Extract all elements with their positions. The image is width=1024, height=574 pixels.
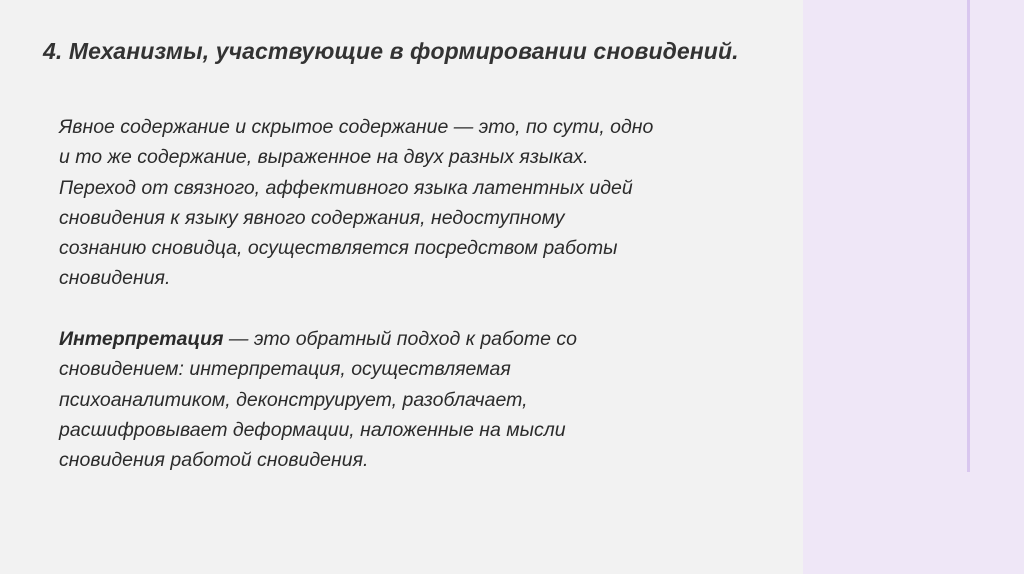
text-line: Явное содержание и скрытое содержание — это, по сути, одно xyxy=(59,116,654,138)
definition-start: — это обратный подход к работе со xyxy=(223,328,577,351)
text-line: сновидением: интерпретация, осуществляемая xyxy=(59,358,511,381)
side-decorative-line xyxy=(967,0,970,472)
term-interpretation: Интерпретация xyxy=(59,328,224,351)
text-line xyxy=(59,324,794,354)
text-line: Переход от связного, аффективного языка латентных идей xyxy=(59,176,633,199)
text-line: психоаналитиком, деконструирует, разоблачает, xyxy=(59,388,528,411)
paragraph-interpretation xyxy=(59,324,794,475)
side-decorative-panel xyxy=(803,0,1024,574)
text-line: сновидения. xyxy=(59,267,171,290)
text-line: сновидения к языку явного содержания, недоступному xyxy=(59,206,565,229)
text-line: расшифровывает деформации, наложенные на мысли xyxy=(59,418,566,441)
paragraph-manifest-latent xyxy=(59,112,794,294)
slide-title: 4. Механизмы, участвующие в формировании сновидений. xyxy=(43,38,739,64)
text-line: и то же содержание, выраженное на двух разных языках. xyxy=(59,146,589,169)
text-line: сознанию сновидца, осуществляется посредством работы xyxy=(59,237,618,260)
text-line: сновидения работой сновидения. xyxy=(59,449,369,472)
slide-body xyxy=(59,112,794,476)
